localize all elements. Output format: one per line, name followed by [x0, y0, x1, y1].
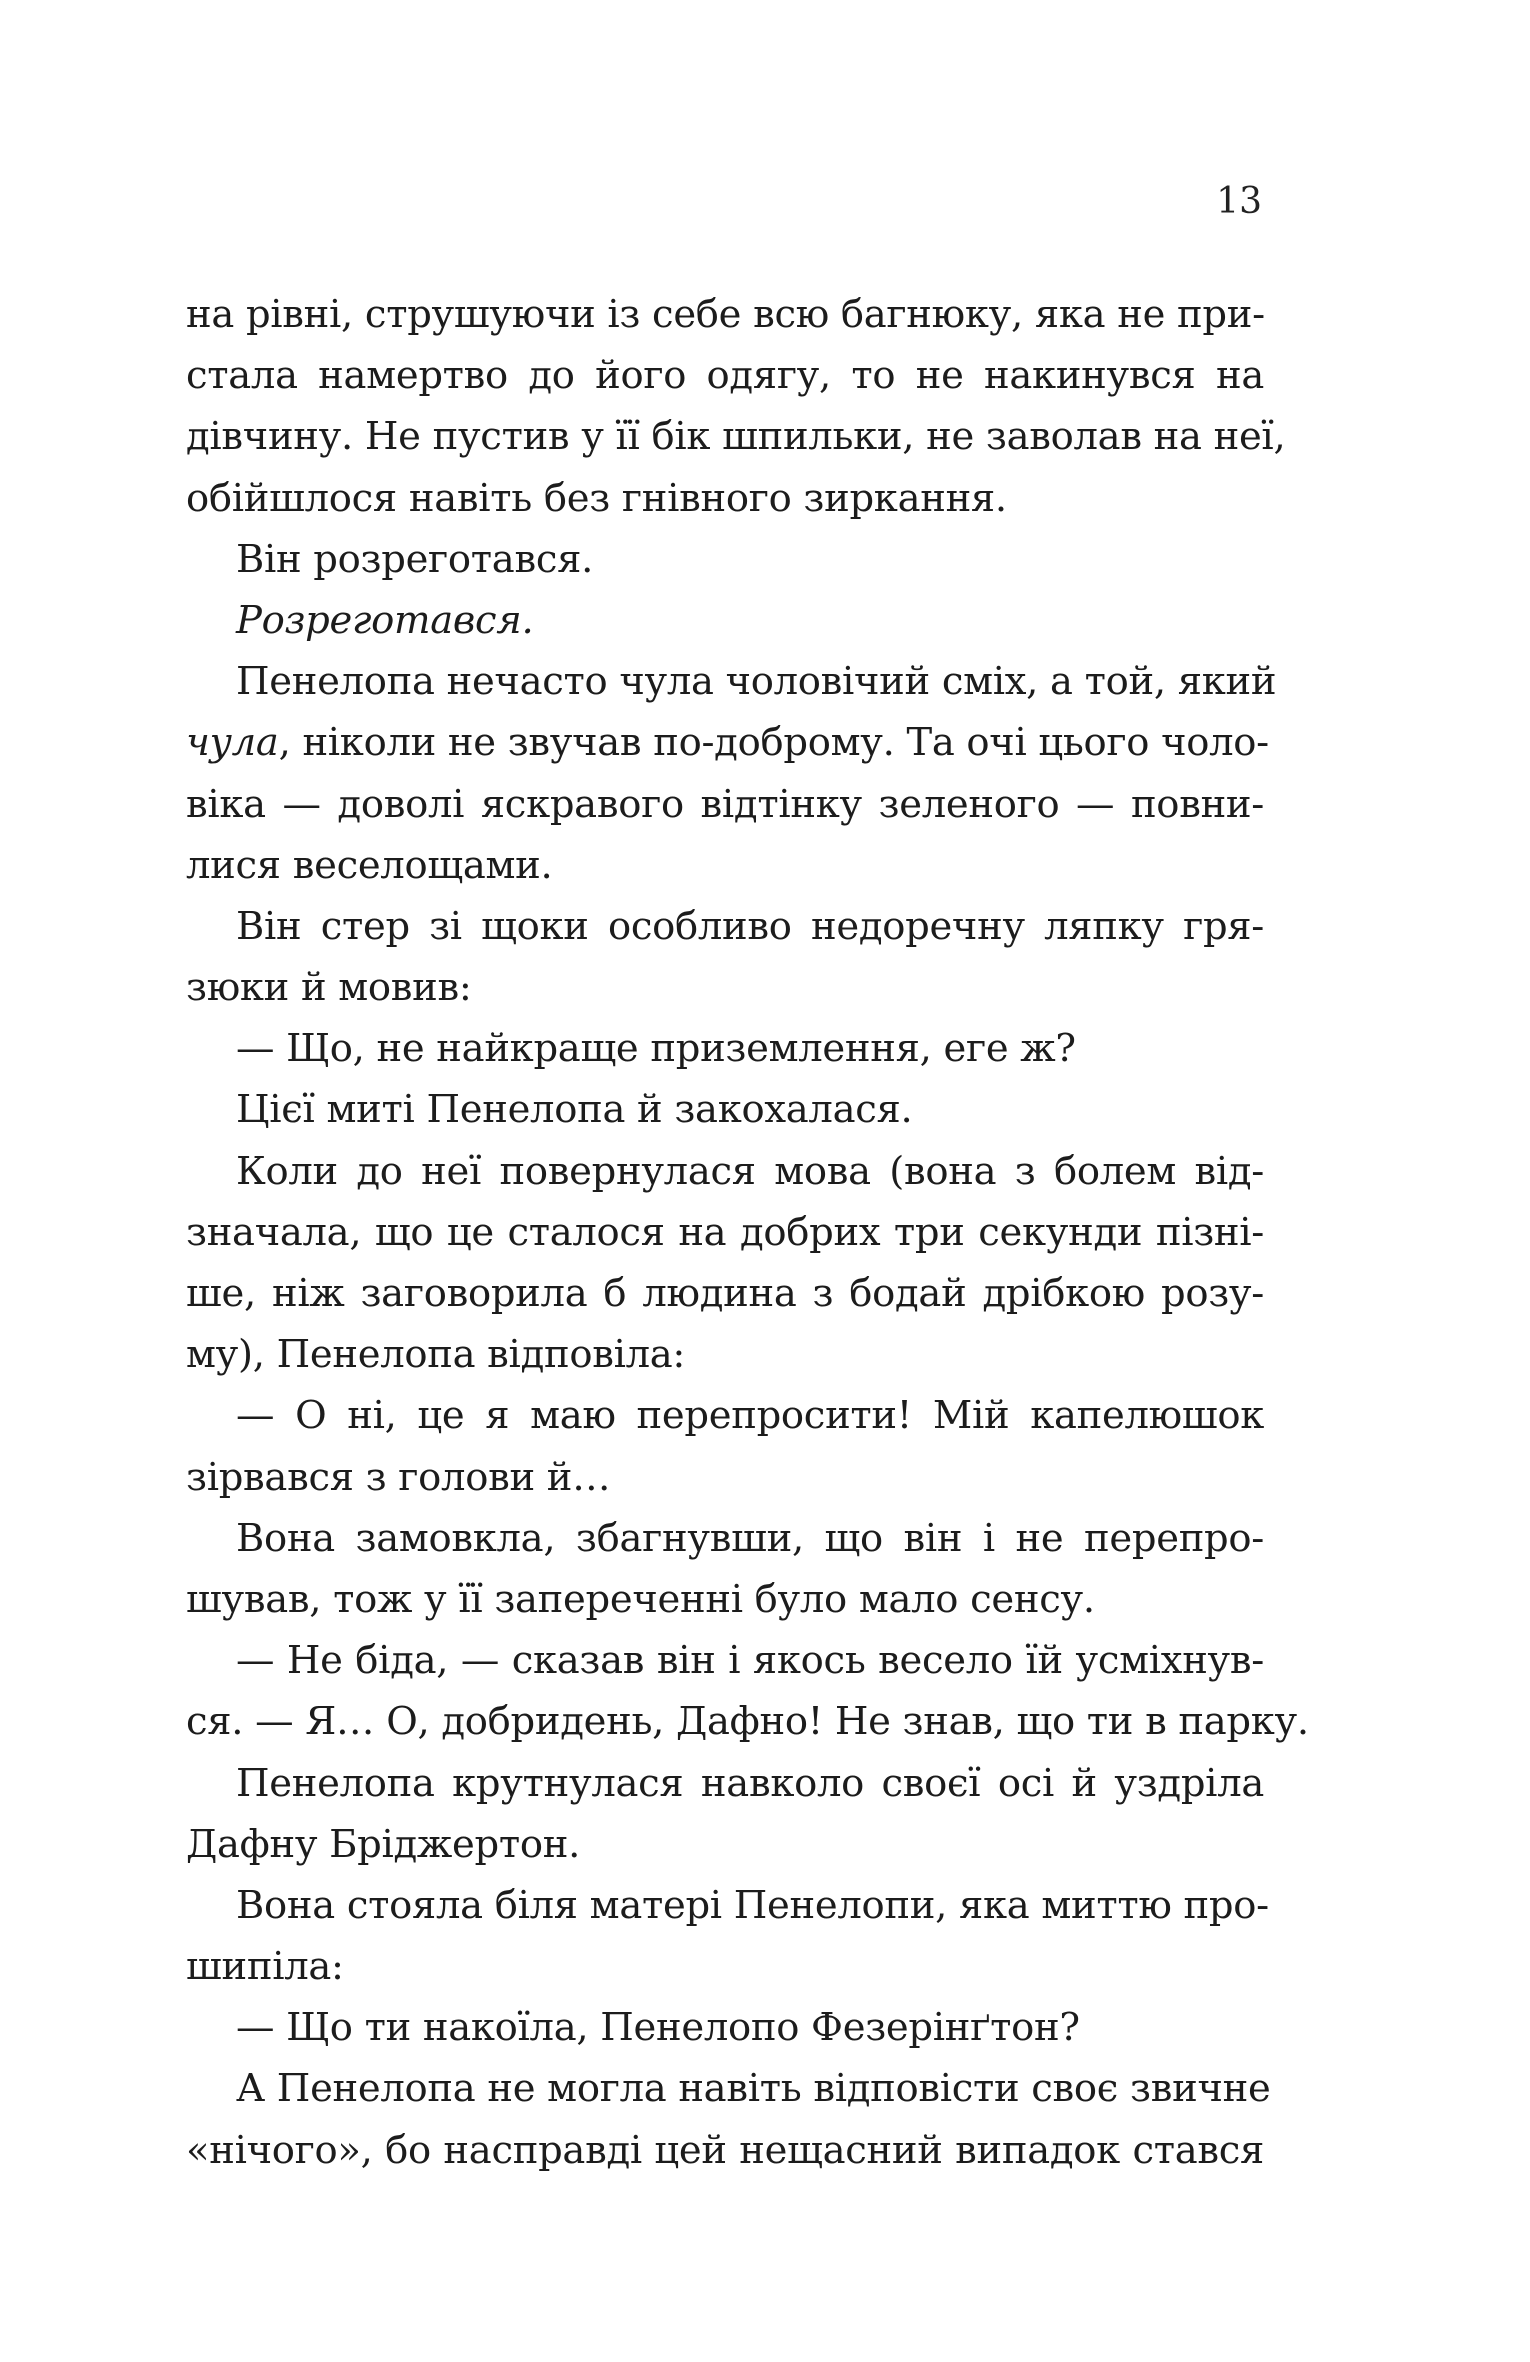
- text-line: [186, 1936, 1264, 1997]
- text-line: [186, 2120, 1264, 2181]
- line-text: — Не біда, — сказав він і якось весело їй усміхнув-: [236, 1638, 1264, 1684]
- italic-text: Розреготався.: [236, 597, 534, 643]
- text-line: [186, 590, 1264, 651]
- line-text: Пенелопа крутнулася навколо своєї осі й уздріла: [236, 1760, 1264, 1806]
- line-text: зірвався з голови й…: [186, 1454, 611, 1500]
- text-line: [186, 1324, 1264, 1385]
- line-text: шував, тож у її запереченні було мало сенсу.: [186, 1576, 1095, 1622]
- text-line: [186, 1875, 1269, 1936]
- text-line: [186, 1447, 1264, 1508]
- text-line: [186, 284, 1264, 345]
- line-text: — Що ти накоїла, Пенелопо Фезерінґтон?: [236, 2005, 1080, 2051]
- text-line: [186, 1202, 1264, 1263]
- line-text: , ніколи не звучав по-доброму. Та очі цього чоло-: [278, 720, 1269, 766]
- line-text: лися веселощами.: [186, 842, 553, 888]
- line-text: му), Пенелопа відповіла:: [186, 1332, 686, 1378]
- line-text: Вона стояла біля матері Пенелопи, яка миттю про-: [236, 1882, 1269, 1928]
- line-text: Дафну Бріджертон.: [186, 1821, 581, 1867]
- body-text: [186, 284, 1309, 2181]
- line-text: — О ні, це я маю перепросити! Мій капелюшок: [236, 1393, 1264, 1439]
- line-text: стала намертво до його одягу, то не накинувся на: [186, 353, 1264, 399]
- text-line: [186, 957, 1264, 1018]
- line-text: Він стер зі щоки особливо недоречну ляпку гря-: [236, 903, 1264, 949]
- line-text: зюки й мовив:: [186, 965, 472, 1011]
- line-text: шипіла:: [186, 1944, 344, 1990]
- text-line: [186, 468, 1264, 529]
- line-text: Пенелопа нечасто чула чоловічий сміх, а той, який: [236, 659, 1277, 705]
- line-text: Цієї миті Пенелопа й закохалася.: [236, 1087, 913, 1133]
- line-text: значала, що це сталося на добрих три секунди пізні-: [186, 1209, 1264, 1255]
- text-line: [186, 835, 1264, 896]
- text-line: [186, 1263, 1264, 1324]
- line-text: Коли до неї повернулася мова (вона з болем від-: [236, 1148, 1264, 1194]
- text-line: [186, 1018, 1264, 1079]
- text-line: [186, 1141, 1264, 1202]
- text-line: [186, 1997, 1264, 2058]
- text-line: [186, 774, 1264, 835]
- text-line: [186, 2058, 1271, 2119]
- line-text: Вона замовкла, збагнувши, що він і не перепро-: [236, 1515, 1264, 1561]
- text-line: [186, 896, 1264, 957]
- text-line: [186, 345, 1264, 406]
- text-line: [186, 1753, 1264, 1814]
- text-line: [186, 651, 1277, 712]
- line-text: дівчину. Не пустив у її бік шпильки, не заволав на неї,: [186, 414, 1286, 460]
- line-text: Він розреготався.: [236, 536, 594, 582]
- text-line: [186, 1630, 1264, 1691]
- italic-text: чула: [186, 720, 279, 766]
- line-text: ся. — Я… О, добридень, Дафно! Не знав, що ти в парку.: [186, 1699, 1309, 1745]
- text-line: [186, 1079, 1264, 1140]
- line-text: А Пенелопа не могла навіть відповісти своє звичне: [236, 2066, 1271, 2112]
- text-line: [186, 1814, 1264, 1875]
- line-text: ше, ніж заговорила б людина з бодай дрібкою розу-: [186, 1271, 1264, 1316]
- page-number: 13: [1216, 181, 1262, 222]
- text-line: [186, 712, 1269, 773]
- line-text: віка — доволі яскравого відтінку зеленого — повни-: [186, 781, 1264, 827]
- line-text: обійшлося навіть без гнівного зиркання.: [186, 475, 1007, 521]
- text-line: [186, 406, 1286, 467]
- text-line: [186, 1569, 1264, 1630]
- line-text: на рівні, струшуючи із себе всю багнюку, яка не при-: [186, 292, 1265, 337]
- text-line: [186, 1385, 1264, 1446]
- line-text: — Що, не найкраще приземлення, еге ж?: [236, 1026, 1076, 1072]
- line-text: «нічого», бо насправді цей нещасний випадок стався: [186, 2127, 1264, 2173]
- text-line: [186, 1508, 1264, 1569]
- text-line: [186, 529, 1264, 590]
- text-line: [186, 1691, 1309, 1752]
